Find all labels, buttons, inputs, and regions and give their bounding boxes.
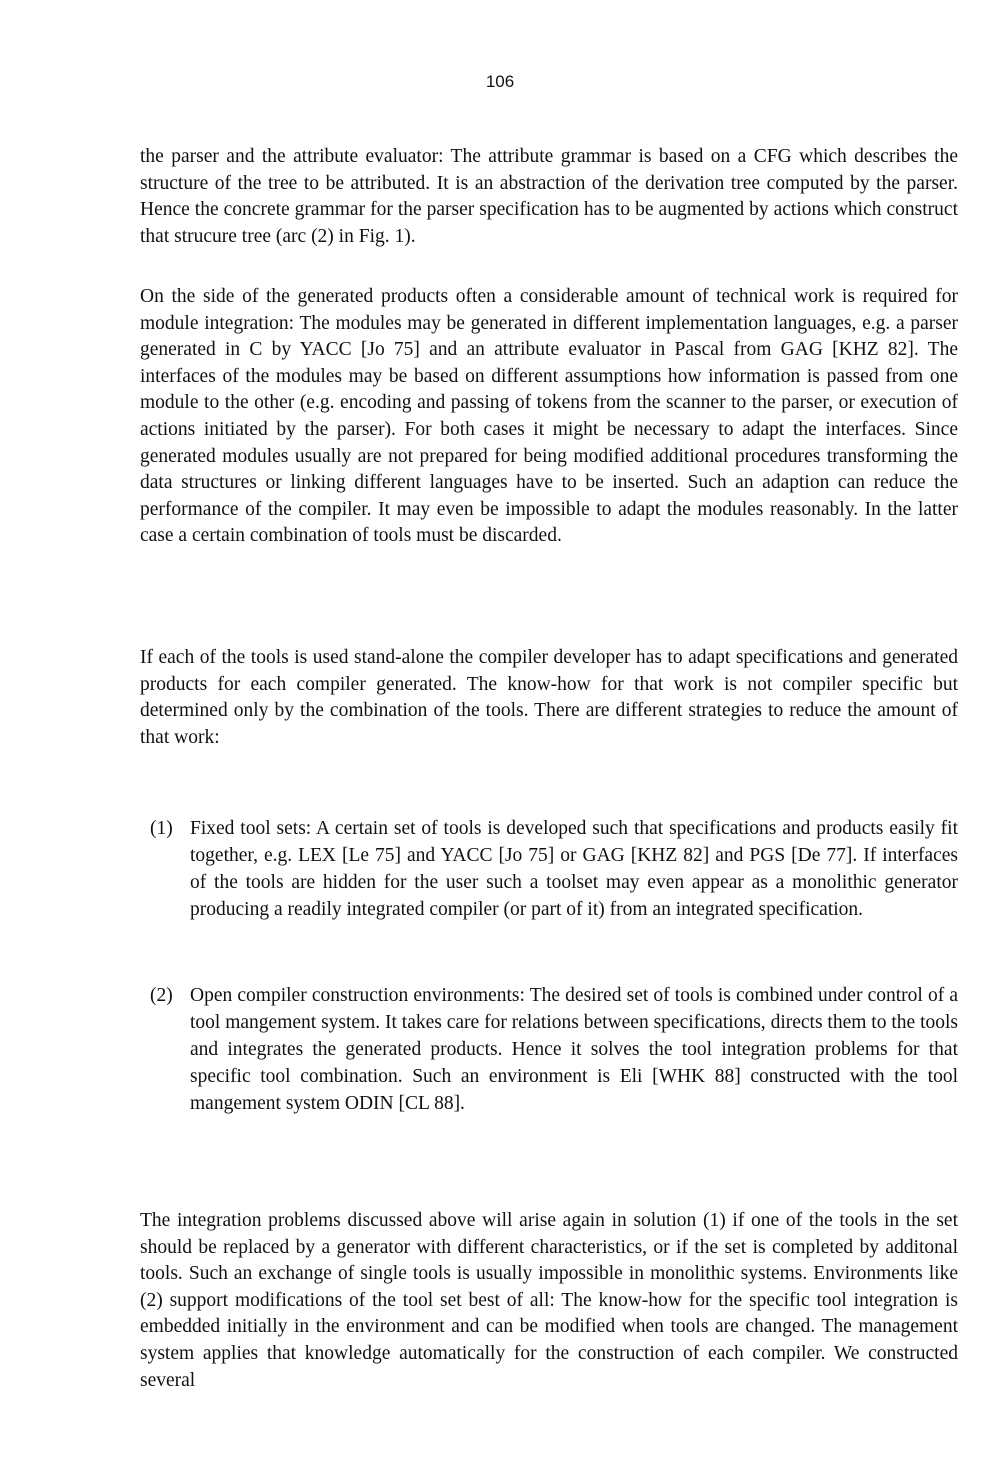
paragraph-strategies: If each of the tools is used stand-alone the compiler developer has to adapt specifications and generated products for each compiler generated. The know-how for that work is not compiler specific but determined only by the combination of the tools. There are different strategies to reduce the amount of that work: <box>140 647 958 748</box>
list-item-text: Open compiler construction environments: The desired set of tools is combined under control of a tool mangement system. It takes care for relations between specifications, directs them to the tools and integrates the generated products. Hence it solves the tool integration problems for that specific tool combination. Such an environment is Eli [WHK 88] constructed with the tool mangement system ODIN [CL 88]. <box>190 985 958 1114</box>
page-number: 106 <box>485 72 515 91</box>
paragraph-generated-products: On the side of the generated products often a considerable amount of technical work is required for module integration: The modules may be generated in different implementation languages, e.g. a parser generated in C by YACC [Jo 75] and an attribute evaluator in Pascal from GAG [KHZ 82]. The interfaces of the modules may be based on different assumptions how information is passed from one module to the other (e.g. encoding and passing of tokens from the scanner to the parser, or execution of actions initiated by the parser). For both cases it might be necessary to adapt the interfaces. Since generated modules usually are not prepared for being modified additional procedures transforming the data structures or linking different languages have to be inserted. Such an adaption can reduce the performance of the compiler. It may even be impossible to adapt the modules reasonably. In the latter case a certain combination of tools must be discarded. <box>140 286 958 547</box>
list-item-text: Fixed tool sets: A certain set of tools is developed such that specifications and products easily fit together, e.g. LEX [Le 75] and YACC [Jo 75] or GAG [KHZ 82] and PGS [De 77]. If interfaces of the tools are hidden for the user such a toolset may even appear as a monolithic generator producing a readily integrated compiler (or part of it) from an integrated specification. <box>190 818 958 920</box>
list-marker: (2) <box>150 985 173 1006</box>
list-item-fixed-tool-sets <box>150 815 958 923</box>
list-item-open-environments <box>150 982 958 1117</box>
paragraph-integration-problems: The integration problems discussed above will arise again in solution (1) if one of the tools in the set should be replaced by a generator with different characteristics, or if the set is completed by additonal tools. Such an exchange of single tools is usually impossible in monolithic systems. Environments like (2) support modifications of the tool set best of all: The know-how for the specific tool integration is embedded initially in the environment and can be modified when tools are changed. The management system applies that knowledge automatically for the construction of each compiler. We constructed several <box>140 1210 958 1391</box>
paragraph-parser-evaluator: the parser and the attribute evaluator: The attribute grammar is based on a CFG which describes the structure of the tree to be attributed. It is an abstraction of the derivation tree computed by the parser. Hence the concrete grammar for the parser specification has to be augmented by actions which construct that strucure tree (arc (2) in Fig. 1). <box>140 146 958 247</box>
list-marker: (1) <box>150 818 173 839</box>
